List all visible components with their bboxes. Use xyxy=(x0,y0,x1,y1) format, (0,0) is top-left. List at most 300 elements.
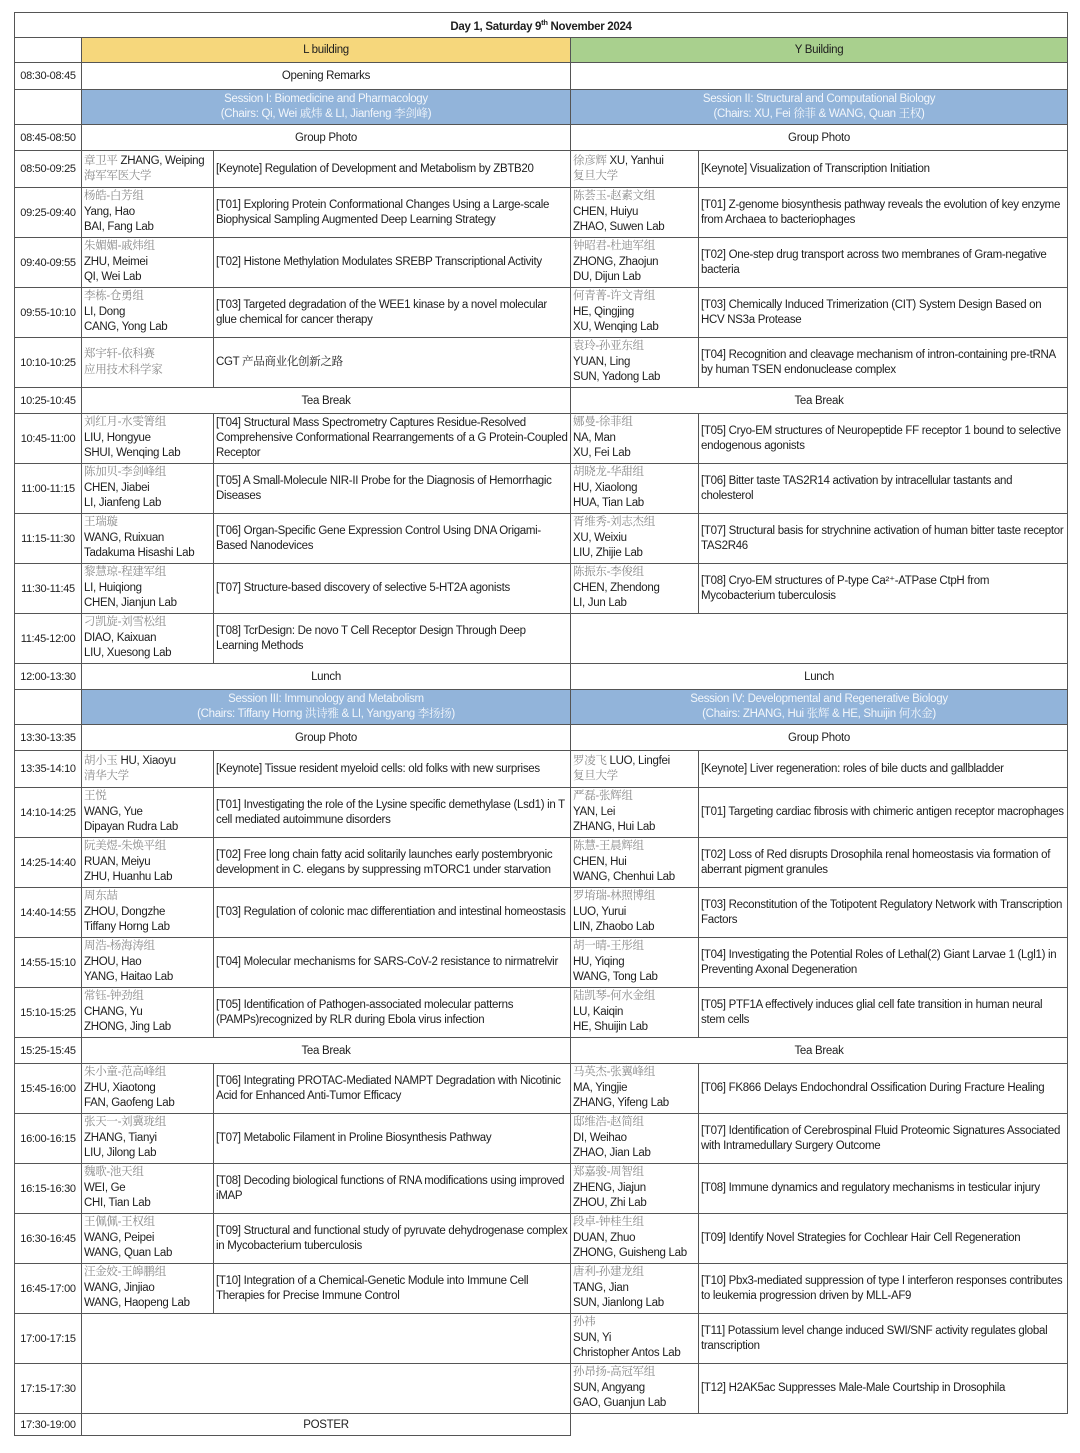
time-cell: 15:45-16:00 xyxy=(15,1064,82,1114)
time-header-empty xyxy=(15,38,82,63)
y-building-empty-slot xyxy=(571,1414,1068,1436)
session-title: Session I: Biomedicine and Pharmacology xyxy=(224,93,428,105)
l-building-talk-title: [T02] Free long chain fatty acid solitarily launches early postembryonic development in C. elegans by suppressing mTORC1 under starvation xyxy=(214,838,571,888)
speaker-line xyxy=(573,1381,696,1397)
speaker-name-en: SUN, Yadong Lab xyxy=(573,371,661,384)
speaker-line xyxy=(84,169,211,185)
l-building-speaker-cell xyxy=(82,238,214,288)
speaker-line xyxy=(573,1315,696,1331)
speaker-line xyxy=(573,565,696,581)
session-chairs: (Chairs: ZHANG, Hui 张辉 & HE, Shuijin 何水金) xyxy=(702,708,936,720)
speaker-name-en: QI, Wei Lab xyxy=(84,271,142,284)
time-cell: 14:40-14:55 xyxy=(15,888,82,938)
speaker-line xyxy=(573,754,696,770)
speaker-line xyxy=(84,496,211,512)
y-building-event: Tea Break xyxy=(571,1038,1068,1064)
speaker-line xyxy=(573,205,696,221)
l-building-talk-title: [T05] A Small-Molecule NIR-II Probe for the Diagnosis of Hemorrhagic Diseases xyxy=(214,464,571,514)
time-cell: 17:30-19:00 xyxy=(15,1414,82,1436)
speaker-name-cn: 王悦 xyxy=(84,790,107,803)
speaker-line xyxy=(573,970,696,986)
speaker-line xyxy=(573,446,696,462)
speaker-line xyxy=(84,1096,211,1112)
schedule-row xyxy=(15,838,1068,888)
speaker-name-cn: 清华大学 xyxy=(84,770,129,782)
y-building-empty-slot xyxy=(571,614,1068,664)
schedule-row xyxy=(15,1264,1068,1314)
speaker-name-en: WANG, Yue xyxy=(84,805,143,818)
speaker-name-en: XU, Weixiu xyxy=(573,531,627,544)
l-building-speaker-cell xyxy=(82,564,214,614)
speaker-name-en: CHANG, Yu xyxy=(84,1005,143,1018)
y-building-speaker-cell xyxy=(571,1264,699,1314)
speaker-line xyxy=(84,805,211,821)
speaker-line xyxy=(84,989,211,1005)
l-building-talk-title: [T01] Investigating the role of the Lysine specific demethylase (Lsd1) in T cell mediated autoimmune disorders xyxy=(214,788,571,838)
speaker-name-cn: 胡小玉 xyxy=(84,754,118,767)
speaker-line xyxy=(84,481,211,497)
speaker-name-en: ZHONG, Guisheng Lab xyxy=(573,1247,687,1260)
speaker-name-cn: 复旦大学 xyxy=(573,770,618,782)
title-row xyxy=(15,13,1068,38)
speaker-line xyxy=(573,905,696,921)
time-cell: 14:55-15:10 xyxy=(15,938,82,988)
speaker-line xyxy=(573,1165,696,1181)
schedule-row xyxy=(15,188,1068,238)
speaker-line xyxy=(573,431,696,447)
day-title xyxy=(15,13,1068,38)
speaker-name-en: HU, Xiaolong xyxy=(573,481,638,494)
speaker-line xyxy=(84,415,211,431)
l-building-talk-title: [T10] Integration of a Chemical-Genetic Module into Immune Cell Therapies for Precise Immune Control xyxy=(214,1264,571,1314)
speaker-line xyxy=(573,1196,696,1212)
speaker-line xyxy=(573,1365,696,1381)
speaker-name-en: YUAN, Ling xyxy=(573,355,631,368)
schedule-row xyxy=(15,1164,1068,1214)
y-building-speaker-cell xyxy=(571,288,699,338)
speaker-name-en: NA, Man xyxy=(573,431,616,444)
speaker-name-cn: 黎慧琼-程建军组 xyxy=(84,566,166,579)
speaker-name-cn: 应用技术科学家 xyxy=(84,363,163,376)
speaker-name-en: WANG, Ruixuan xyxy=(84,531,165,544)
speaker-name-cn: 严磊-张辉组 xyxy=(573,790,633,803)
time-cell: 16:00-16:15 xyxy=(15,1114,82,1164)
speaker-line xyxy=(573,870,696,886)
y-building-talk-title: [T11] Potassium level change induced SWI/SNF activity regulates global transcription xyxy=(699,1314,1068,1364)
schedule-row xyxy=(15,63,1068,90)
speaker-line xyxy=(84,531,211,547)
speaker-line xyxy=(84,431,211,447)
l-building-talk-title: [T06] Integrating PROTAC-Mediated NAMPT Degradation with Nicotinic Acid for Enhanced Anti-Tumor Efficacy xyxy=(214,1064,571,1114)
speaker-name-en: WEI, Ge xyxy=(84,1181,126,1194)
y-building-speaker-cell xyxy=(571,838,699,888)
y-building-header: Y Building xyxy=(571,38,1068,63)
speaker-line xyxy=(573,1005,696,1021)
speaker-name-en: ZHONG, Jing Lab xyxy=(84,1021,171,1034)
speaker-line xyxy=(84,870,211,886)
speaker-name-cn: 朱媚媚-戚炜组 xyxy=(84,240,155,253)
speaker-line xyxy=(84,1146,211,1162)
speaker-line xyxy=(84,1081,211,1097)
speaker-name-en: Tadakuma Hisashi Lab xyxy=(84,547,195,560)
speaker-line xyxy=(573,320,696,336)
time-cell: 11:00-11:15 xyxy=(15,464,82,514)
y-building-speaker-cell xyxy=(571,238,699,288)
speaker-line xyxy=(84,363,211,379)
l-building-event: Group Photo xyxy=(82,725,571,751)
y-building-empty-slot xyxy=(571,63,1068,90)
speaker-line xyxy=(573,496,696,512)
time-cell: 10:25-10:45 xyxy=(15,388,82,414)
speaker-name-en: Yang, Hao xyxy=(84,205,135,218)
schedule-row xyxy=(15,1114,1068,1164)
speaker-name-en: CANG, Yong Lab xyxy=(84,321,168,334)
speaker-line xyxy=(573,769,696,785)
speaker-line xyxy=(573,939,696,955)
speaker-name-en: HU, Yiqing xyxy=(573,955,625,968)
y-building-speaker-cell xyxy=(571,788,699,838)
speaker-line xyxy=(573,220,696,236)
session-chairs: (Chairs: Tiffany Horng 洪诗雅 & LI, Yangyang 李扬扬) xyxy=(197,708,455,720)
speaker-name-en: LIN, Zhaobo Lab xyxy=(573,921,655,934)
l-building-talk-title: [Keynote] Regulation of Development and Metabolism by ZBTB20 xyxy=(214,151,571,188)
speaker-name-cn: 罗凌飞 xyxy=(573,754,607,767)
time-cell: 14:10-14:25 xyxy=(15,788,82,838)
speaker-name-en: ZHENG, Jiajun xyxy=(573,1181,646,1194)
speaker-line xyxy=(573,355,696,371)
speaker-line xyxy=(573,370,696,386)
y-building-speaker-cell xyxy=(571,938,699,988)
speaker-line xyxy=(84,239,211,255)
speaker-line xyxy=(573,415,696,431)
speaker-name-en: WANG, Chenhui Lab xyxy=(573,871,675,884)
y-building-talk-title: [T05] Cryo-EM structures of Neuropeptide FF receptor 1 bound to selective endogenous agonists xyxy=(699,414,1068,464)
y-building-speaker-cell xyxy=(571,1114,699,1164)
speaker-line xyxy=(84,855,211,871)
speaker-name-cn: 徐彦辉 xyxy=(573,154,607,167)
schedule-row xyxy=(15,1314,1068,1364)
schedule-row xyxy=(15,564,1068,614)
session-chairs: (Chairs: XU, Fei 徐菲 & WANG, Quan 王权) xyxy=(713,108,925,120)
y-building-speaker-cell xyxy=(571,338,699,388)
speaker-name-en: ZHONG, Zhaojun xyxy=(573,255,659,268)
y-building-speaker-cell xyxy=(571,1364,699,1414)
schedule-row xyxy=(15,514,1068,564)
speaker-name-cn: 邸维浩-赵简组 xyxy=(573,1116,644,1129)
speaker-line xyxy=(84,955,211,971)
schedule-row xyxy=(15,151,1068,188)
speaker-line xyxy=(573,1296,696,1312)
speaker-name-en: CHEN, Hui xyxy=(573,855,627,868)
speaker-name-en: LI, Huiqiong xyxy=(84,581,142,594)
l-building-talk-title: [T05] Identification of Pathogen-associated molecular patterns (PAMPs)recognized by RLR during Ebola virus infection xyxy=(214,988,571,1038)
speaker-line xyxy=(573,1331,696,1347)
y-building-talk-title: [T05] PTF1A effectively induces glial cell fate transition in human neural stem cells xyxy=(699,988,1068,1038)
speaker-line xyxy=(573,481,696,497)
schedule-row xyxy=(15,1414,1068,1436)
speaker-name-cn: 王瑞璇 xyxy=(84,516,118,529)
speaker-line xyxy=(84,789,211,805)
speaker-line xyxy=(573,239,696,255)
schedule-body xyxy=(15,63,1068,1436)
speaker-line xyxy=(84,970,211,986)
l-building-talk-title: CGT 产品商业化创新之路 xyxy=(214,338,571,388)
speaker-name-cn: 胡晓龙-华甜组 xyxy=(573,466,644,479)
speaker-name-cn: 朱小童-范高峰组 xyxy=(84,1066,166,1079)
schedule-row xyxy=(15,664,1068,690)
speaker-name-en: YANG, Haitao Lab xyxy=(84,971,173,984)
speaker-name-cn: 陈慧-王晨辉组 xyxy=(573,840,644,853)
conference-schedule-table xyxy=(14,12,1068,1436)
speaker-name-en: Tiffany Horng Lab xyxy=(84,921,170,934)
speaker-line xyxy=(84,446,211,462)
schedule-row xyxy=(15,414,1068,464)
speaker-name-cn: 罗堉瑞-林照博组 xyxy=(573,890,655,903)
speaker-name-en: DIAO, Kaixuan xyxy=(84,631,157,644)
y-building-event: Lunch xyxy=(571,664,1068,690)
speaker-name-cn: 汪金姣-王皞鹏组 xyxy=(84,1266,166,1279)
y-building-speaker-cell xyxy=(571,514,699,564)
speaker-name-en: HUA, Tian Lab xyxy=(573,497,644,510)
speaker-line xyxy=(573,1246,696,1262)
speaker-name-en: CHEN, Jiabei xyxy=(84,481,150,494)
time-cell: 09:25-09:40 xyxy=(15,188,82,238)
speaker-name-en: SUN, Yi xyxy=(573,1331,612,1344)
l-building-empty-slot xyxy=(82,1314,571,1364)
speaker-name-en: ZHU, Meimei xyxy=(84,255,148,268)
speaker-name-en: XU, Fei Lab xyxy=(573,447,631,460)
speaker-name-cn: 海军军医大学 xyxy=(84,170,152,182)
speaker-line xyxy=(84,631,211,647)
speaker-name-en: CHEN, Zhendong xyxy=(573,581,660,594)
speaker-line xyxy=(84,1065,211,1081)
speaker-line xyxy=(573,920,696,936)
schedule-row xyxy=(15,1064,1068,1114)
speaker-line xyxy=(84,839,211,855)
session-chairs: (Chairs: Qi, Wei 戚炜 & LI, Jianfeng 李剑峰) xyxy=(220,108,432,120)
speaker-line xyxy=(84,889,211,905)
time-cell: 13:35-14:10 xyxy=(15,751,82,788)
l-building-talk-title: [T07] Metabolic Filament in Proline Biosynthesis Pathway xyxy=(214,1114,571,1164)
speaker-name-cn: 刘红月-水雯箐组 xyxy=(84,416,166,429)
speaker-name-en: CHI, Tian Lab xyxy=(84,1197,151,1210)
speaker-line xyxy=(573,889,696,905)
speaker-line xyxy=(573,820,696,836)
y-building-event: Group Photo xyxy=(571,125,1068,151)
speaker-name-en: GAO, Guanjun Lab xyxy=(573,1397,667,1410)
time-cell: 09:55-10:10 xyxy=(15,288,82,338)
speaker-line xyxy=(573,1131,696,1147)
y-building-speaker-cell xyxy=(571,464,699,514)
schedule-row xyxy=(15,725,1068,751)
y-building-talk-title: [T04] Investigating the Potential Roles of Lethal(2) Giant Larvae 1 (Lgl1) in Preventing Axonal Degeneration xyxy=(699,938,1068,988)
speaker-line xyxy=(573,1146,696,1162)
schedule-row xyxy=(15,125,1068,151)
speaker-name-en: BAI, Fang Lab xyxy=(84,221,154,234)
speaker-name-en: CHEN, Huiyu xyxy=(573,205,639,218)
speaker-name-en: XU, Wenqing Lab xyxy=(573,321,659,334)
speaker-name-cn: 阮美煜-朱焕平组 xyxy=(84,840,166,853)
session-title: Session III: Immunology and Metabolism xyxy=(228,693,424,705)
y-building-speaker-cell xyxy=(571,151,699,188)
speaker-line xyxy=(573,1231,696,1247)
l-building-talk-title: [T03] Targeted degradation of the WEE1 kinase by a novel molecular glue chemical for cancer therapy xyxy=(214,288,571,338)
speaker-name-en: TANG, Jian xyxy=(573,1281,629,1294)
speaker-line xyxy=(84,305,211,321)
speaker-line xyxy=(573,1346,696,1362)
schedule-row xyxy=(15,788,1068,838)
speaker-name-en: ZHANG, Tianyi xyxy=(84,1131,157,1144)
y-building-talk-title: [T07] Identification of Cerebrospinal Fluid Proteomic Signatures Associated with Intramedullary Surgery Outcome xyxy=(699,1114,1068,1164)
l-building-session-header xyxy=(82,690,571,725)
speaker-line xyxy=(84,754,211,770)
speaker-line xyxy=(573,1215,696,1231)
speaker-line xyxy=(573,1096,696,1112)
speaker-name-en: WANG, Tong Lab xyxy=(573,971,658,984)
l-building-speaker-cell xyxy=(82,614,214,664)
schedule-row xyxy=(15,988,1068,1038)
y-building-talk-title: [T10] Pbx3-mediated suppression of type I interferon responses contributes to leukemia progression driven by MLL-AF9 xyxy=(699,1264,1068,1314)
y-building-event: Tea Break xyxy=(571,388,1068,414)
speaker-name-cn: 周东喆 xyxy=(84,890,118,903)
time-cell: 16:30-16:45 xyxy=(15,1214,82,1264)
speaker-line xyxy=(84,1020,211,1036)
l-building-speaker-cell xyxy=(82,188,214,238)
speaker-line xyxy=(84,1246,211,1262)
y-building-speaker-cell xyxy=(571,888,699,938)
speaker-name-cn: 杨皓-白芳组 xyxy=(84,190,144,203)
schedule-row xyxy=(15,938,1068,988)
speaker-name-cn: 郑嘉骏-周智组 xyxy=(573,1166,644,1179)
l-building-speaker-cell xyxy=(82,751,214,788)
speaker-line xyxy=(84,905,211,921)
l-building-talk-title: [T01] Exploring Protein Conformational Changes Using a Large-scale Biophysical Sampling Augmented Deep Learning Strategy xyxy=(214,188,571,238)
speaker-name-en: RUAN, Meiyu xyxy=(84,855,151,868)
speaker-name-cn: 王佩佩-王权组 xyxy=(84,1216,155,1229)
speaker-name-en: YAN, Lei xyxy=(573,805,616,818)
l-building-speaker-cell xyxy=(82,1114,214,1164)
speaker-name-en: XU, Yanhui xyxy=(609,154,664,167)
speaker-line xyxy=(84,1215,211,1231)
y-building-talk-title: [T02] One-step drug transport across two membranes of Gram-negative bacteria xyxy=(699,238,1068,288)
schedule-row xyxy=(15,888,1068,938)
speaker-name-cn: 复旦大学 xyxy=(573,170,618,182)
speaker-name-en: Dipayan Rudra Lab xyxy=(84,821,178,834)
speaker-name-en: LUO, Yurui xyxy=(573,905,627,918)
y-building-talk-title: [T06] FK866 Delays Endochondral Ossification During Fracture Healing xyxy=(699,1064,1068,1114)
y-building-speaker-cell xyxy=(571,1214,699,1264)
speaker-name-en: ZHAO, Suwen Lab xyxy=(573,221,665,234)
speaker-name-en: ZHU, Huanhu Lab xyxy=(84,871,173,884)
speaker-name-en: FAN, Gaofeng Lab xyxy=(84,1097,175,1110)
speaker-name-cn: 孙祎 xyxy=(573,1316,596,1329)
schedule-row xyxy=(15,690,1068,725)
schedule-row xyxy=(15,464,1068,514)
speaker-name-cn: 胥维秀-刘志杰组 xyxy=(573,516,655,529)
speaker-line xyxy=(573,289,696,305)
day-title-prefix: Day 1, Saturday 9 xyxy=(450,20,542,33)
speaker-name-cn: 郑宇轩-依科赛 xyxy=(84,348,155,360)
y-building-talk-title: [T02] Loss of Red disrupts Drosophila renal homeostasis via formation of aberrant pigment granules xyxy=(699,838,1068,888)
l-building-talk-title: [T09] Structural and functional study of pyruvate dehydrogenase complex in Mycobacterium tuberculosis xyxy=(214,1214,571,1264)
l-building-speaker-cell xyxy=(82,1164,214,1214)
y-building-talk-title: [Keynote] Visualization of Transcription Initiation xyxy=(699,151,1068,188)
speaker-name-cn: 陈加贝-李剑峰组 xyxy=(84,466,166,479)
speaker-line xyxy=(84,1181,211,1197)
speaker-name-cn: 袁玲-孙亚东组 xyxy=(573,340,644,353)
speaker-line xyxy=(573,1065,696,1081)
speaker-line xyxy=(84,646,211,662)
time-cell: 14:25-14:40 xyxy=(15,838,82,888)
schedule-row xyxy=(15,238,1068,288)
speaker-line xyxy=(84,820,211,836)
speaker-line xyxy=(573,839,696,855)
y-building-speaker-cell xyxy=(571,1164,699,1214)
speaker-line xyxy=(573,1020,696,1036)
time-cell: 15:10-15:25 xyxy=(15,988,82,1038)
speaker-line xyxy=(84,1296,211,1312)
speaker-line xyxy=(573,581,696,597)
speaker-name-en: SHUI, Wenqing Lab xyxy=(84,447,181,460)
time-cell: 17:15-17:30 xyxy=(15,1364,82,1414)
speaker-line xyxy=(573,1281,696,1297)
speaker-name-cn: 马英杰-张翼峰组 xyxy=(573,1066,655,1079)
speaker-name-en: LI, Dong xyxy=(84,305,126,318)
speaker-line xyxy=(573,989,696,1005)
speaker-name-cn: 陈荟玉-赵素文组 xyxy=(573,190,655,203)
l-building-event: Tea Break xyxy=(82,388,571,414)
speaker-name-en: DUAN, Zhuo xyxy=(573,1231,636,1244)
y-building-talk-title: [T07] Structural basis for strychnine activation of human bitter taste receptor TAS2R46 xyxy=(699,514,1068,564)
y-building-speaker-cell xyxy=(571,988,699,1038)
speaker-line xyxy=(84,1196,211,1212)
speaker-name-en: DU, Dijun Lab xyxy=(573,271,641,284)
schedule-row xyxy=(15,338,1068,388)
schedule-row xyxy=(15,90,1068,125)
schedule-row xyxy=(15,388,1068,414)
y-building-talk-title: [Keynote] Liver regeneration: roles of bile ducts and gallbladder xyxy=(699,751,1068,788)
y-building-talk-title: [T09] Identify Novel Strategies for Cochlear Hair Cell Regeneration xyxy=(699,1214,1068,1264)
speaker-name-cn: 陈振东-李俊组 xyxy=(573,566,644,579)
time-cell: 10:10-10:25 xyxy=(15,338,82,388)
speaker-line xyxy=(84,205,211,221)
speaker-name-cn: 李栋-仓勇组 xyxy=(84,290,144,303)
l-building-talk-title: [T02] Histone Methylation Modulates SREBP Transcriptional Activity xyxy=(214,238,571,288)
speaker-line xyxy=(573,515,696,531)
speaker-line xyxy=(84,270,211,286)
l-building-speaker-cell xyxy=(82,988,214,1038)
speaker-name-en: WANG, Quan Lab xyxy=(84,1247,173,1260)
speaker-name-cn: 钟昭君-杜迪军组 xyxy=(573,240,655,253)
y-building-speaker-cell xyxy=(571,751,699,788)
speaker-name-en: LIU, Hongyue xyxy=(84,431,151,444)
speaker-line xyxy=(84,769,211,785)
time-cell: 16:45-17:00 xyxy=(15,1264,82,1314)
speaker-name-en: LIU, Zhijie Lab xyxy=(573,547,643,560)
l-building-talk-title: [T04] Molecular mechanisms for SARS-CoV-2 resistance to nirmatrelvir xyxy=(214,938,571,988)
speaker-name-cn: 娜曼-徐菲组 xyxy=(573,416,633,429)
speaker-line xyxy=(573,1396,696,1412)
time-cell: 11:15-11:30 xyxy=(15,514,82,564)
speaker-line xyxy=(84,1005,211,1021)
speaker-line xyxy=(84,154,211,170)
l-building-event: Group Photo xyxy=(82,125,571,151)
time-cell xyxy=(15,90,82,125)
day-title-ordinal: th xyxy=(541,17,548,27)
y-building-talk-title: [T12] H2AK5ac Suppresses Male-Male Courtship in Drosophila xyxy=(699,1364,1068,1414)
y-building-talk-title: [T04] Recognition and cleavage mechanism of intron-containing pre-tRNA by human TSEN endonuclease complex xyxy=(699,338,1068,388)
time-cell: 13:30-13:35 xyxy=(15,725,82,751)
